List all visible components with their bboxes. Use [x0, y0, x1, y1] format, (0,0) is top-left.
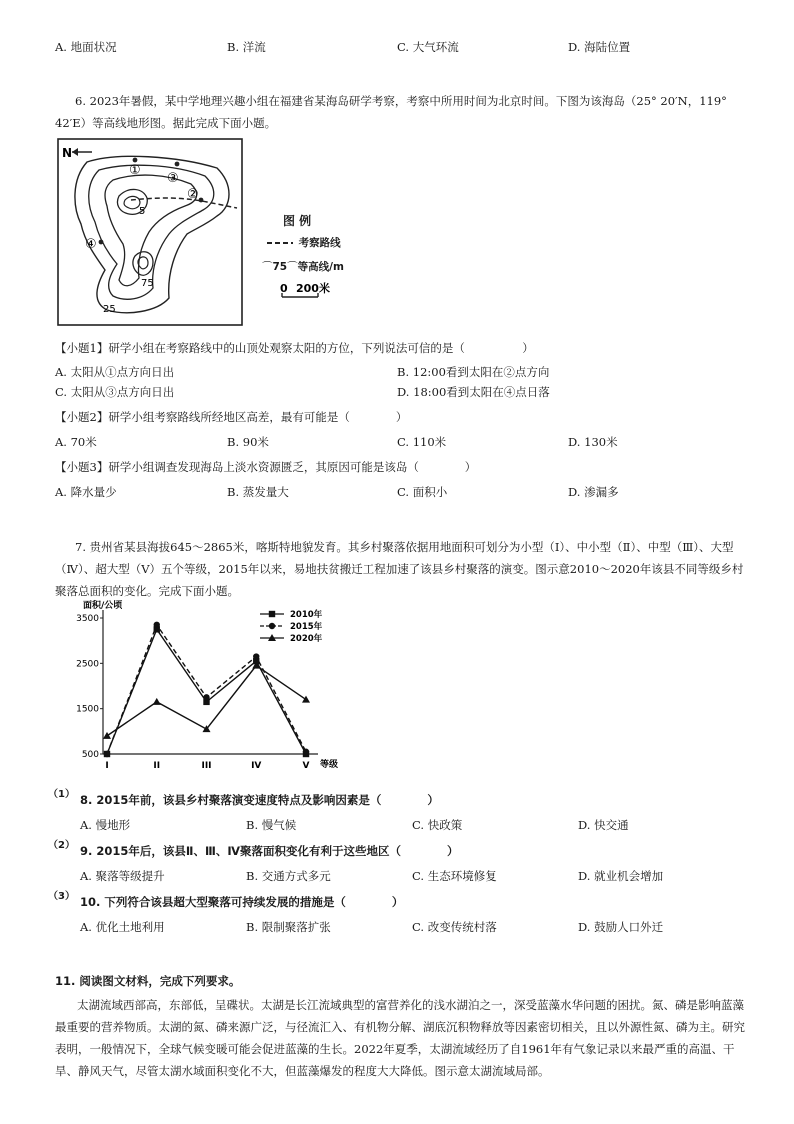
q7-sub3-number: （3） — [48, 891, 75, 902]
q7-sub2-stem: 9. 2015年后，该县Ⅱ、Ⅲ、Ⅳ聚落面积变化有利于这些地区（ ） — [80, 844, 459, 858]
q7-sub3-option-b[interactable]: B. 限制聚落扩张 — [246, 920, 331, 934]
point-2: ② — [187, 187, 199, 202]
contour-label-5: 5 — [139, 206, 146, 217]
x-tick-label: V — [302, 761, 310, 771]
q7-sub1-number: （1） — [48, 789, 75, 800]
data-point-2020年-I — [103, 732, 111, 739]
q6-sub2-option-c[interactable]: C. 110米 — [397, 435, 447, 449]
q7-sub1-option-a[interactable]: A. 慢地形 — [80, 818, 131, 832]
q6-sub3-option-a[interactable]: A. 降水量少 — [55, 485, 117, 499]
legend-contour-value: 75 — [272, 261, 288, 273]
q7-sub2-option-b[interactable]: B. 交通方式多元 — [246, 869, 331, 883]
legend-contour-row: ⌒75⌒等高线/m — [262, 261, 344, 273]
q6-sub2-stem: 【小题2】研学小组考察路线所经地区高差，最有可能是（ ） — [55, 410, 408, 424]
q6-sub3-option-d[interactable]: D. 渗漏多 — [568, 485, 619, 499]
data-point-2020年-V — [302, 696, 310, 703]
q7-sub2-number: （2） — [48, 840, 75, 851]
q7-sub3-option-c[interactable]: C. 改变传统村落 — [412, 920, 497, 934]
data-point-2015年-V — [303, 749, 309, 755]
legend-route-label: 考察路线 — [298, 237, 341, 249]
scale-value: 200米 — [296, 282, 330, 295]
legend-label-2015年: 2015年 — [290, 622, 323, 632]
q6-sub3-option-c[interactable]: C. 面积小 — [397, 485, 448, 499]
island-contour-map — [57, 138, 243, 326]
x-tick-label: IV — [251, 761, 262, 771]
q7-sub3-stem: 10. 下列符合该县超大型聚落可持续发展的措施是（ ） — [80, 895, 404, 909]
point-3: ③ — [167, 171, 179, 186]
q11-title: 11. 阅读图文材料，完成下列要求。 — [55, 974, 241, 988]
q6-sub3-stem: 【小题3】研学小组调查发现海岛上淡水资源匮乏，其原因可能是该岛（ ） — [55, 460, 477, 474]
q7-sub3-option-d[interactable]: D. 鼓励人口外迁 — [578, 920, 664, 934]
x-tick-label: I — [105, 761, 109, 771]
q7-sub1-option-b[interactable]: B. 慢气候 — [246, 818, 297, 832]
legend-route-row — [265, 235, 341, 250]
x-tick-label: II — [153, 761, 161, 771]
q6-stem: 6. 2023年暑假，某中学地理兴趣小组在福建省某海岛研学考察，考察中所用时间为北京时间。下图为该海岛（25° 20′N，119° 42′E）等高线地形图。据此完成下面小题。 — [55, 94, 727, 130]
q6-sub2-option-d[interactable]: D. 130米 — [568, 435, 618, 449]
north-label: N — [62, 146, 73, 160]
scale-zero: 0 — [280, 282, 288, 295]
x-axis-label: 等级 — [320, 760, 339, 770]
point-1: ① — [129, 163, 141, 178]
data-point-2015年-III — [203, 694, 209, 700]
q7-stem: 7. 贵州省某县海拔645～2865米，喀斯特地貌发育。其乡村聚落依据用地面积可划分为小型（Ⅰ）、中小型（Ⅱ）、中型（Ⅲ）、大型（Ⅳ）、超大型（Ⅴ）五个等级，2015年以来，易地扶贫搬迁工程加速了该县乡村聚落的演变。图示意2010～2020年该县不同等级乡村聚落总面积的变化。完成下面小题。 — [55, 540, 744, 598]
legend-label-2010年: 2010年 — [290, 610, 323, 620]
legend-contour-label: 等高线/m — [297, 261, 344, 273]
data-point-2015年-IV — [253, 653, 259, 659]
q6-sub1-option-c[interactable]: C. 太阳从③点方向日出 — [55, 385, 175, 399]
legend-title: 图 例 — [283, 214, 312, 228]
q6-sub2-option-b[interactable]: B. 90米 — [227, 435, 269, 449]
data-point-2015年-II — [154, 622, 160, 628]
q5-option-a[interactable]: A. 地面状况 — [55, 40, 117, 54]
legend-label-2020年: 2020年 — [290, 634, 323, 644]
y-tick-label: 1500 — [76, 704, 99, 715]
settlement-area-chart — [55, 598, 355, 778]
q7-sub1-stem: 8. 2015年前，该县乡村聚落演变速度特点及影响因素是（ ） — [80, 793, 439, 807]
legend-route-swatch — [265, 238, 295, 248]
point-4: ④ — [85, 237, 97, 252]
q6-sub1-option-d[interactable]: D. 18:00看到太阳在④点日落 — [397, 385, 550, 399]
series-line-2015年 — [107, 625, 306, 754]
contour-label-25: 25 — [103, 304, 116, 315]
q5-option-c[interactable]: C. 大气环流 — [397, 40, 459, 54]
q7-sub1-option-c[interactable]: C. 快政策 — [412, 818, 463, 832]
q6-sub1-stem: 【小题1】研学小组在考察路线中的山顶处观察太阳的方位，下列说法可信的是（ ） — [55, 341, 534, 355]
q6-sub1-option-a[interactable]: A. 太阳从①点方向日出 — [55, 365, 175, 379]
legend-marker-2010年 — [269, 611, 275, 617]
y-tick-label: 2500 — [76, 659, 99, 670]
q5-option-b[interactable]: B. 洋流 — [227, 40, 266, 54]
q6-sub3-option-b[interactable]: B. 蒸发量大 — [227, 485, 289, 499]
y-tick-label: 3500 — [76, 614, 99, 624]
x-tick-label: III — [201, 761, 212, 771]
q7-sub2-option-a[interactable]: A. 聚落等级提升 — [80, 869, 165, 883]
q5-option-d[interactable]: D. 海陆位置 — [568, 40, 631, 54]
q7-sub3-option-a[interactable]: A. 优化土地利用 — [80, 920, 165, 934]
q6-sub1-option-b[interactable]: B. 12:00看到太阳在②点方向 — [397, 365, 550, 379]
q6-sub2-option-a[interactable]: A. 70米 — [55, 435, 97, 449]
contour-label-75: 75 — [141, 278, 154, 289]
q7-sub2-option-d[interactable]: D. 就业机会增加 — [578, 869, 664, 883]
scale-bar — [270, 280, 360, 302]
q7-sub1-option-d[interactable]: D. 快交通 — [578, 818, 629, 832]
data-point-2020年-II — [153, 698, 161, 705]
y-axis-label: 面积/公顷 — [83, 601, 123, 611]
y-tick-label: 500 — [81, 750, 99, 760]
legend-marker-2015年 — [269, 623, 275, 629]
series-line-2010年 — [107, 629, 306, 754]
q11-body: 太湖流域西部高，东部低，呈碟状。太湖是长江流域典型的富营养化的浅水湖泊之一，深受蓝藻水华问题的困扰。氮、磷是影响蓝藻最重要的营养物质。太湖的氮、磷来源广泛，与径流汇入、有机物分解、湖底沉积物释放等因素密切相关，且以外源性氮、磷为主。研究表明，一般情况下，全球气候变暖可能会促进蓝藻的生长。2022年夏季，太湖流域经历了自1961年有气象记录以来最严重的高温、干旱、静风天气，尽管太湖水域面积变化不大，但蓝藻爆发的程度大大降低。图示意太湖流域局部。 — [55, 998, 745, 1078]
q7-sub2-option-c[interactable]: C. 生态环境修复 — [412, 869, 497, 883]
data-point-2015年-I — [104, 751, 110, 757]
